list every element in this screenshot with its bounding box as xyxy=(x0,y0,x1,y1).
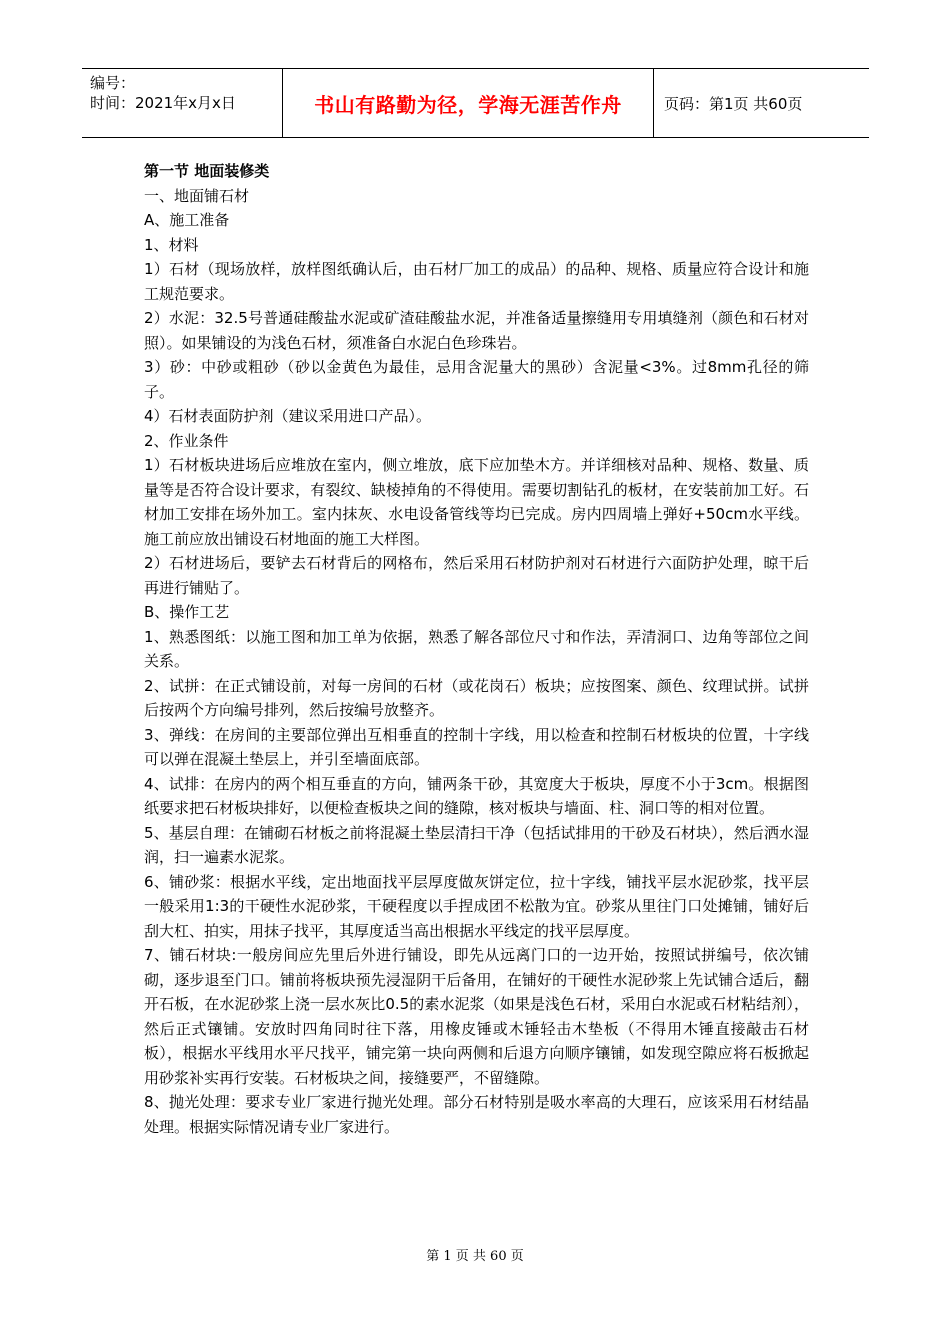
paragraph: 4）石材表面防护剂（建议采用进口产品）。 xyxy=(144,407,432,425)
paragraph: 3）砂：中砂或粗砂（砂以金黄色为最佳，忌用含泥量大的黑砂）含泥量<3%。过8mm孔径的筛子。 xyxy=(144,358,809,401)
paragraph: 2、试拼：在正式铺设前，对每一房间的石材（或花岗石）板块；应按图案、颜色、纹理试拼。试拼后按两个方向编号排列，然后按编号放整齐。 xyxy=(144,676,809,719)
paragraph: 5、基层自理：在铺砌石材板之前将混凝土垫层清扫干净（包括试排用的干砂及石材块），然后洒水湿润，扫一遍素水泥浆。 xyxy=(144,823,809,866)
document-body xyxy=(144,159,809,1139)
header-info-cell xyxy=(82,69,282,137)
header-page-number: 页码：第1页 共60页 xyxy=(664,94,803,113)
paragraph: 6、铺砂浆：根据水平线，定出地面找平层厚度做灰饼定位，拉十字线，铺找平层水泥砂浆，找平层一般采用1:3的干硬性水泥砂浆，干硬程度以手捏成团不松散为宜。砂浆从里往门口处摊铺，铺好后刮大杠、拍实，用抹子找平，其厚度适当高出根据水平线定的找平层厚度。 xyxy=(144,872,809,940)
header-motto: 书山有路勤为径，学海无涯苦作舟 xyxy=(282,69,654,137)
paragraph: B、操作工艺 xyxy=(144,603,230,621)
paragraph: 一、地面铺石材 xyxy=(144,186,250,205)
paragraph: A、施工准备 xyxy=(144,211,230,229)
paragraph: 2）石材进场后，要铲去石材背后的网格布，然后采用石材防护剂对石材进行六面防护处理，晾干后再进行铺贴了。 xyxy=(144,554,809,597)
paragraph: 4、试排：在房内的两个相互垂直的方向，铺两条干砂，其宽度大于板块，厚度不小于3cm。根据图纸要求把石材板块排好，以便检查板块之间的缝隙，核对板块与墙面、柱、洞口等的相对位置。 xyxy=(144,774,809,817)
paragraph: 8、抛光处理：要求专业厂家进行抛光处理。部分石材特别是吸水率高的大理石，应该采用石材结晶处理。根据实际情况请专业厂家进行。 xyxy=(144,1093,809,1136)
document-header xyxy=(82,68,869,138)
page-footer: 第 1 页 共 60 页 xyxy=(426,1249,524,1264)
paragraph: 2）水泥：32.5号普通硅酸盐水泥或矿渣硅酸盐水泥，并准备适量擦缝用专用填缝剂（颜色和石材对照）。如果铺设的为浅色石材，须准备白水泥白色珍珠岩。 xyxy=(144,309,809,352)
paragraph: 2、作业条件 xyxy=(144,431,229,450)
paragraph: 7、铺石材块:一般房间应先里后外进行铺设，即先从远离门口的一边开始，按照试拼编号，依次铺砌，逐步退至门口。铺前将板块预先浸湿阴干后备用，在铺好的干硬性水泥砂浆上先试铺合适后，翻开石板，在水泥砂浆上浇一层水灰比0.5的素水泥浆（如果是浅色石材，采用白水泥或石材粘结剂），然后正式镶铺。安放时四角同时往下落，用橡皮锤或木锤轻击木垫板（不得用木锤直接敲击石材板），根据水平线用水平尺找平，铺完第一块向两侧和后退方向顺序镶铺，如发现空隙应将石板掀起用砂浆补实再行安装。石材板块之间，接缝要严，不留缝隙。 xyxy=(144,946,809,1087)
paragraph: 1、熟悉图纸：以施工图和加工单为依据，熟悉了解各部位尺寸和作法，弄清洞口、边角等部位之间关系。 xyxy=(144,627,809,670)
paragraph: 1、材料 xyxy=(144,235,199,254)
document-number-label: 编号： xyxy=(90,74,136,92)
document-time-label: 时间：2021年x月x日 xyxy=(90,94,236,112)
paragraph: 1）石材板块进场后应堆放在室内，侧立堆放，底下应加垫木方。并详细核对品种、规格、数量、质量等是否符合设计要求，有裂纹、缺棱掉角的不得使用。需要切割钻孔的板材，在安装前加工好。石材加工安排在场外加工。室内抹灰、水电设备管线等均已完成。房内四周墙上弹好+50cm水平线。施工前应放出铺设石材地面的施工大样图。 xyxy=(144,456,809,548)
paragraph: 1）石材（现场放样，放样图纸确认后，由石材厂加工的成品）的品种、规格、质量应符合设计和施工规范要求。 xyxy=(144,260,809,303)
paragraph: 3、弹线：在房间的主要部位弹出互相垂直的控制十字线，用以检查和控制石材板块的位置，十字线可以弹在混凝土垫层上，并引至墙面底部。 xyxy=(144,725,809,768)
section-title: 第一节 地面装修类 xyxy=(144,162,270,180)
